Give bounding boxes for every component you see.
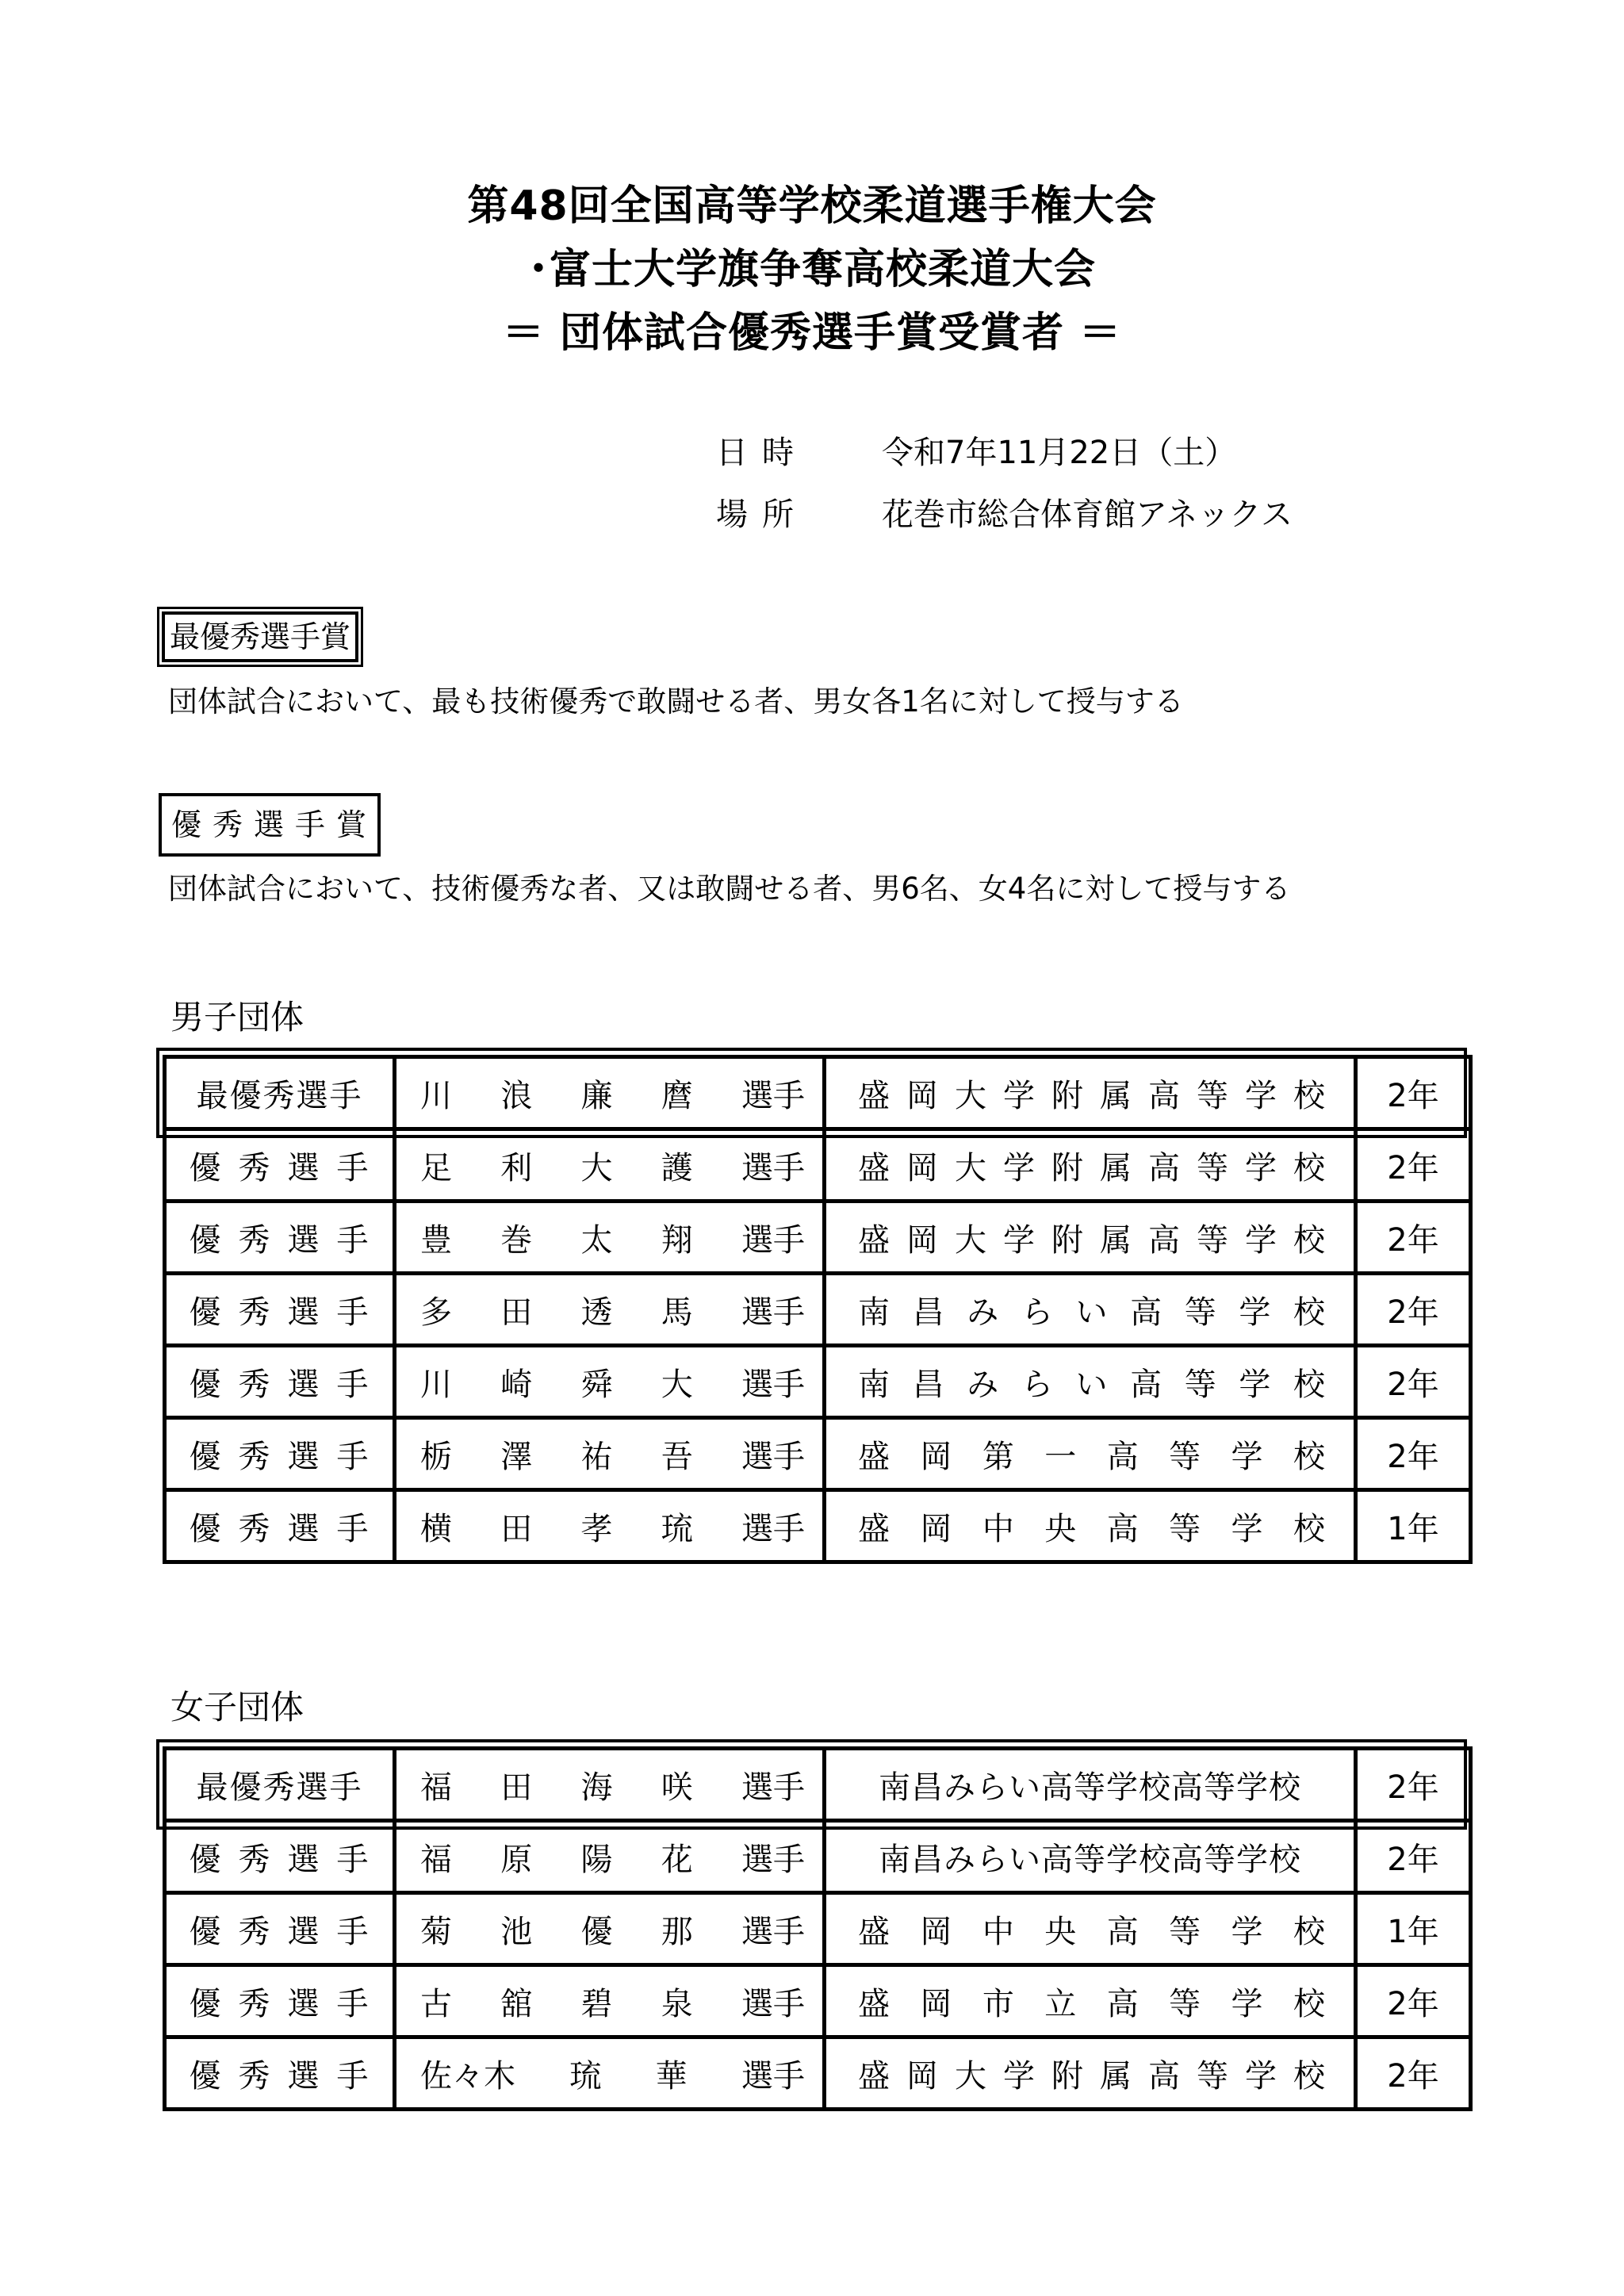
award-type: 優秀選手: [189, 1294, 386, 1331]
award-cell: [165, 1057, 395, 1129]
grade-cell: [1356, 1893, 1471, 1965]
athlete-name: [396, 1287, 822, 1332]
venue-label: 場所: [716, 496, 808, 533]
date-value: 令和7年11月22日（土）: [882, 435, 1237, 471]
grade: 2年: [1387, 2057, 1439, 2095]
school-char: 高: [1130, 1366, 1162, 1403]
name-char: 護: [661, 1149, 693, 1186]
school-char: 校: [1293, 1077, 1325, 1114]
title-line-1: 第48回全国高等学校柔道選手権大会: [467, 182, 1157, 230]
school-char: 属: [1100, 2057, 1132, 2095]
mvp-award-description: 団体試合において、最も技術優秀で敢闘せる者、男女各1名に対して授与する: [168, 684, 1184, 719]
athlete-name: [396, 1359, 822, 1405]
school-cell: [825, 1202, 1356, 1274]
award-type: 優秀選手: [189, 1221, 386, 1259]
school-char: 中: [982, 1510, 1014, 1547]
name-char: 巻: [500, 1221, 533, 1259]
athlete-name-cell: [395, 1346, 825, 1418]
school-cell: [825, 1057, 1356, 1129]
school-char: 附: [1051, 1077, 1083, 1114]
school-char: 等: [1197, 1149, 1228, 1186]
school-char: 岡: [920, 1913, 952, 1950]
grade-cell: [1356, 1490, 1471, 1562]
school-cell: [825, 1490, 1356, 1562]
name-char: 翔: [661, 1221, 693, 1259]
school-name: [826, 1432, 1354, 1477]
grade: 2年: [1387, 1366, 1439, 1403]
school-char: 校: [1293, 1294, 1325, 1331]
name-char: 那: [661, 1913, 693, 1950]
school-char: 学: [1245, 1149, 1277, 1186]
grade: 2年: [1387, 1077, 1439, 1114]
athlete-name: [396, 1215, 822, 1260]
athlete-name: [396, 1504, 822, 1549]
school-char: 等: [1184, 1294, 1216, 1331]
name-char: 川: [420, 1366, 452, 1403]
athlete-name-cell: [395, 1274, 825, 1346]
school-char: い: [1075, 1366, 1108, 1403]
excellent-award-label: 優秀選手賞: [171, 807, 378, 842]
table-row: [165, 1418, 1471, 1490]
grade-cell: [1356, 1965, 1471, 2037]
school-char: 等: [1184, 1366, 1216, 1403]
table-row: [165, 1274, 1471, 1346]
school-name: [826, 1071, 1354, 1116]
athlete-name-cell: [395, 1057, 825, 1129]
school-char: 盛: [858, 1985, 890, 2022]
school-cell: [825, 2037, 1356, 2110]
athlete-name-cell: [395, 1965, 825, 2037]
school-char: 央: [1044, 1510, 1077, 1547]
table-row: [165, 1893, 1471, 1965]
school-char: 学: [1231, 1510, 1263, 1547]
name-char: 陽: [580, 1841, 613, 1878]
name-char: 優: [580, 1913, 613, 1950]
school-char: 高: [1106, 1438, 1139, 1475]
school-char: 一: [1044, 1438, 1077, 1475]
grade: 2年: [1387, 1985, 1439, 2022]
school-char: 岡: [906, 1149, 938, 1186]
grade-cell: [1356, 1274, 1471, 1346]
name-char: 華: [655, 2057, 688, 2095]
name-char: 福: [420, 1841, 452, 1878]
grade-cell: [1356, 1202, 1471, 1274]
school-char: 校: [1293, 1366, 1325, 1403]
name-char: 泉: [661, 1985, 693, 2022]
school-char: 南: [858, 1294, 890, 1331]
school-char: 等: [1169, 1438, 1201, 1475]
name-char: 池: [500, 1913, 533, 1950]
school-char: 盛: [858, 2057, 890, 2095]
school-char: 等: [1169, 1985, 1201, 2022]
award-cell: [165, 1821, 395, 1893]
school-char: 学: [1003, 2057, 1035, 2095]
honorific: 選手: [741, 1221, 805, 1259]
school-char: 高: [1106, 1985, 1139, 2022]
honorific: 選手: [741, 1769, 805, 1806]
school-cell: [825, 1893, 1356, 1965]
school-char: 高: [1148, 1221, 1180, 1259]
award-type: 優秀選手: [189, 2057, 386, 2095]
school-char: 岡: [920, 1985, 952, 2022]
grade: 2年: [1387, 1221, 1439, 1259]
school-name: [826, 1359, 1354, 1405]
table-row: [165, 1821, 1471, 1893]
school-char: 大: [955, 1221, 986, 1259]
school-char: 学: [1231, 1985, 1263, 2022]
table-row: [165, 1202, 1471, 1274]
table-row: [165, 1346, 1471, 1418]
school-char: 大: [955, 1149, 986, 1186]
name-char: 田: [500, 1510, 533, 1547]
title-line-3: ＝ 団体試合優秀選手賞受賞者 ＝: [502, 309, 1122, 357]
school-char: 校: [1293, 1149, 1325, 1186]
school-char: 学: [1231, 1913, 1263, 1950]
school-char: 学: [1245, 1221, 1277, 1259]
school-char: 附: [1051, 1221, 1083, 1259]
honorific: 選手: [741, 1438, 805, 1475]
name-char: 馬: [661, 1294, 693, 1331]
honorific: 選手: [741, 1841, 805, 1878]
athlete-name-cell: [395, 1893, 825, 1965]
school-char: ら: [1021, 1366, 1053, 1403]
award-cell: [165, 1893, 395, 1965]
school-name: [826, 1143, 1354, 1188]
womens-results-table: [163, 1746, 1473, 2111]
school-name: [826, 1215, 1354, 1260]
name-char: 琉: [569, 2057, 602, 2095]
school-char: 校: [1293, 1510, 1325, 1547]
name-char: 廉: [580, 1077, 613, 1114]
school-cell: [825, 1821, 1356, 1893]
grade-cell: [1356, 1418, 1471, 1490]
award-type: 優秀選手: [189, 1985, 386, 2022]
mens-team-title: 男子団体: [170, 998, 304, 1037]
school-cell: [825, 1274, 1356, 1346]
school-char: 高: [1148, 1149, 1180, 1186]
grade-cell: [1356, 1057, 1471, 1129]
award-type: 優秀選手: [189, 1913, 386, 1950]
name-char: 栃: [420, 1438, 452, 1475]
table-row: [165, 1490, 1471, 1562]
award-cell: [165, 1965, 395, 2037]
award-cell: [165, 1129, 395, 1202]
table-row: [165, 1965, 1471, 2037]
school-char: 等: [1169, 1913, 1201, 1950]
name-char: 浪: [500, 1077, 533, 1114]
name-char: 澤: [500, 1438, 533, 1475]
school-char: 第: [982, 1438, 1014, 1475]
name-char: 透: [580, 1294, 613, 1331]
school-char: 大: [955, 2057, 986, 2095]
school-char: 立: [1044, 1985, 1077, 2022]
name-char: 原: [500, 1841, 533, 1878]
name-char: 太: [580, 1221, 613, 1259]
name-char: 大: [580, 1149, 613, 1186]
school-char: 昌: [912, 1366, 944, 1403]
name-char: 多: [420, 1294, 452, 1331]
name-char: 海: [580, 1769, 613, 1806]
school-char: 高: [1106, 1913, 1139, 1950]
school-name: [826, 1287, 1354, 1332]
honorific: 選手: [741, 2057, 805, 2095]
school-char: 属: [1100, 1221, 1132, 1259]
name-char: 吾: [661, 1438, 693, 1475]
school-char: 学: [1003, 1221, 1035, 1259]
honorific: 選手: [741, 1510, 805, 1547]
award-type: 優秀選手: [189, 1841, 386, 1878]
womens-team-title: 女子団体: [170, 1688, 304, 1727]
name-char: 舘: [500, 1985, 533, 2022]
school-char: 学: [1003, 1149, 1035, 1186]
name-char: 麿: [661, 1077, 693, 1114]
school-char: 岡: [906, 1077, 938, 1114]
grade: 2年: [1387, 1438, 1439, 1475]
name-char: 孝: [580, 1510, 613, 1547]
athlete-name-cell: [395, 1129, 825, 1202]
name-char: 舜: [580, 1366, 613, 1403]
grade-cell: [1356, 2037, 1471, 2110]
school-char: 附: [1051, 1149, 1083, 1186]
name-char: 碧: [580, 1985, 613, 2022]
athlete-name-cell: [395, 2037, 825, 2110]
school-char: 等: [1169, 1510, 1201, 1547]
school-cell: [825, 1418, 1356, 1490]
grade-cell: [1356, 1821, 1471, 1893]
award-type: 優秀選手: [189, 1366, 386, 1403]
award-cell: [165, 1346, 395, 1418]
honorific: 選手: [741, 1366, 805, 1403]
mvp-award-label: 最優秀選手賞: [162, 611, 358, 662]
grade: 2年: [1387, 1294, 1439, 1331]
grade: 1年: [1387, 1913, 1439, 1950]
school-char: い: [1075, 1294, 1108, 1331]
school-char: 南: [858, 1366, 890, 1403]
name-char: 豊: [420, 1221, 452, 1259]
table-row-mvp: [165, 1057, 1471, 1129]
school-char: 校: [1293, 1985, 1325, 2022]
name-char: 菊: [420, 1913, 452, 1950]
school-char: 市: [982, 1985, 1014, 2022]
school-char: 属: [1100, 1077, 1132, 1114]
award-type: 優秀選手: [189, 1510, 386, 1547]
honorific: 選手: [741, 1294, 805, 1331]
athlete-name: [396, 1143, 822, 1188]
school-char: 盛: [858, 1510, 890, 1547]
award-cell: [165, 1274, 395, 1346]
school-char: 盛: [858, 1913, 890, 1950]
school-char: 等: [1197, 1221, 1228, 1259]
grade-cell: [1356, 1346, 1471, 1418]
name-char: 利: [500, 1149, 533, 1186]
table-row-mvp: [165, 1749, 1471, 1821]
school-char: 等: [1197, 1077, 1228, 1114]
award-type: 優秀選手: [189, 1149, 386, 1186]
school-char: 高: [1130, 1294, 1162, 1331]
school-char: 属: [1100, 1149, 1132, 1186]
athlete-name: [396, 1907, 822, 1952]
school-char: 高: [1106, 1510, 1139, 1547]
venue-value: 花巻市総合体育館アネックス: [882, 496, 1293, 533]
school-char: 校: [1293, 1221, 1325, 1259]
school-char: 校: [1293, 2057, 1325, 2095]
name-char: 川: [420, 1077, 452, 1114]
school-char: 附: [1051, 2057, 1083, 2095]
grade: 2年: [1387, 1841, 1439, 1878]
name-char: 花: [661, 1841, 693, 1878]
excellent-award-description: 団体試合において、技術優秀な者、又は敢闘せる者、男6名、女4名に対して授与する: [168, 872, 1291, 906]
school-char: 岡: [920, 1510, 952, 1547]
school-name: [826, 1907, 1354, 1952]
name-char: 崎: [500, 1366, 533, 1403]
school-cell: [825, 1346, 1356, 1418]
school-char: み: [967, 1366, 999, 1403]
name-char: 大: [661, 1366, 693, 1403]
athlete-name: [396, 1979, 822, 2024]
honorific: 選手: [741, 1077, 805, 1114]
school-char: 学: [1245, 2057, 1277, 2095]
school-char: 高: [1148, 2057, 1180, 2095]
school-name: [826, 1504, 1354, 1549]
award-cell: [165, 1418, 395, 1490]
school-cell: [825, 1965, 1356, 2037]
school-char: 学: [1231, 1438, 1263, 1475]
school-name: [826, 1979, 1354, 2024]
name-char: 福: [420, 1769, 452, 1806]
school-cell: [825, 1129, 1356, 1202]
school-char: 盛: [858, 1149, 890, 1186]
athlete-name: [396, 2051, 822, 2096]
school-char: 岡: [920, 1438, 952, 1475]
honorific: 選手: [741, 1985, 805, 2022]
school-char: 学: [1239, 1294, 1271, 1331]
school-char: 等: [1197, 2057, 1228, 2095]
school-char: 岡: [906, 2057, 938, 2095]
name-char: 古: [420, 1985, 452, 2022]
school-char: み: [967, 1294, 999, 1331]
name-char: 祐: [580, 1438, 613, 1475]
grade-cell: [1356, 1129, 1471, 1202]
school-name: 南昌みらい高等学校高等学校: [879, 1841, 1301, 1878]
name-char: 佐々木: [420, 2057, 515, 2095]
name-char: 琉: [661, 1510, 693, 1547]
athlete-name-cell: [395, 1821, 825, 1893]
school-char: 学: [1245, 1077, 1277, 1114]
title-line-2: ･富士大学旗争奪高校柔道大会: [527, 246, 1096, 293]
school-char: 盛: [858, 1438, 890, 1475]
school-char: 央: [1044, 1913, 1077, 1950]
athlete-name-cell: [395, 1749, 825, 1821]
grade: 2年: [1387, 1149, 1439, 1186]
school-char: 校: [1293, 1913, 1325, 1950]
award-cell: [165, 1202, 395, 1274]
honorific: 選手: [741, 1913, 805, 1950]
name-char: 田: [500, 1294, 533, 1331]
school-char: 盛: [858, 1077, 890, 1114]
name-char: 咲: [661, 1769, 693, 1806]
award-type: 最優秀選手: [196, 1077, 363, 1114]
award-type: 最優秀選手: [196, 1769, 363, 1806]
mvp-award-label-box: [157, 607, 363, 667]
school-char: 校: [1293, 1438, 1325, 1475]
table-row: [165, 1129, 1471, 1202]
mens-results-table: [163, 1055, 1473, 1564]
school-char: 岡: [906, 1221, 938, 1259]
athlete-name-cell: [395, 1418, 825, 1490]
award-cell: [165, 2037, 395, 2110]
grade-cell: [1356, 1749, 1471, 1821]
name-char: 足: [420, 1149, 452, 1186]
school-char: 昌: [912, 1294, 944, 1331]
grade: 2年: [1387, 1769, 1439, 1806]
athlete-name: [396, 1432, 822, 1477]
athlete-name-cell: [395, 1490, 825, 1562]
school-name: 南昌みらい高等学校高等学校: [879, 1769, 1301, 1806]
school-char: 中: [982, 1913, 1014, 1950]
school-char: 学: [1239, 1366, 1271, 1403]
award-cell: [165, 1749, 395, 1821]
school-char: 大: [955, 1077, 986, 1114]
name-char: 田: [500, 1769, 533, 1806]
athlete-name: [396, 1071, 822, 1116]
award-cell: [165, 1490, 395, 1562]
school-cell: [825, 1749, 1356, 1821]
athlete-name: [396, 1834, 822, 1880]
athlete-name-cell: [395, 1202, 825, 1274]
school-char: 盛: [858, 1221, 890, 1259]
athlete-name: [396, 1762, 822, 1807]
name-char: 横: [420, 1510, 452, 1547]
school-name: [826, 2051, 1354, 2096]
school-char: ら: [1021, 1294, 1053, 1331]
grade: 1年: [1387, 1510, 1439, 1547]
award-type: 優秀選手: [189, 1438, 386, 1475]
school-char: 学: [1003, 1077, 1035, 1114]
excellent-award-label-box: [159, 793, 381, 857]
table-row: [165, 2037, 1471, 2110]
honorific: 選手: [741, 1149, 805, 1186]
school-char: 高: [1148, 1077, 1180, 1114]
date-label: 日時: [716, 435, 808, 471]
